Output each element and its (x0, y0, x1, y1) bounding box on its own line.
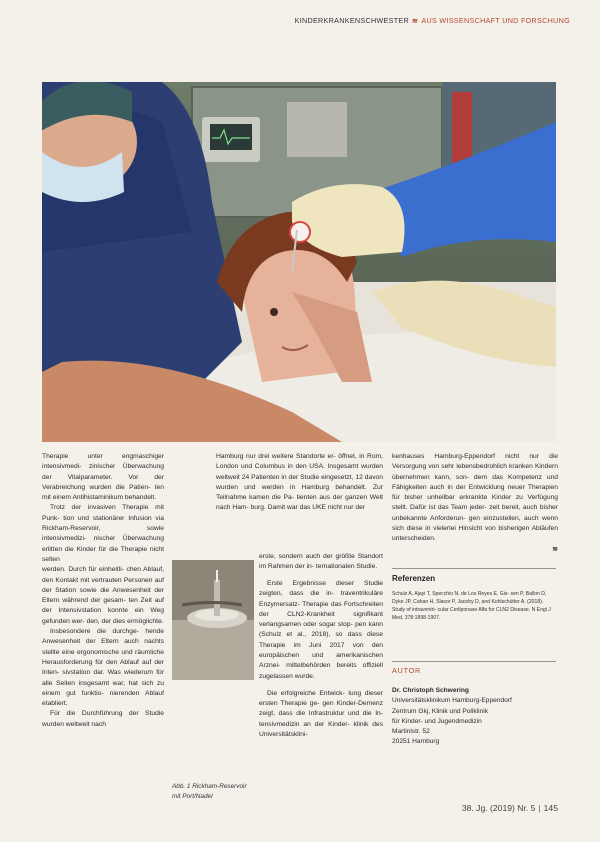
paragraph: Die erfolgreiche Entwick- lung dieser ersten Therapie ge- gen Kinder-Demenz zeigt, dass die Infrastruktur und die In- tensivmedizin an der Kinder- klinik des Universitätsklini- (259, 689, 383, 738)
main-photo (42, 82, 556, 442)
paragraph: Therapie unter engmaschiger intensivmedi- zinischer Überwachung der Vitalparameter. Vor der Verabreichung wurden die Patien- ten mit einem Antihistaminikum behandelt. (42, 453, 164, 502)
paragraph: werden. Durch für einheitli- chen Ablauf, den Kontakt mit vertrauten Personen auf der Station sowie die Anwesenheit der Eltern während der gesam- ten Zeit auf der Intensivstation konnte ein Weg gefunden wer- den, der dies ermöglichte. (42, 566, 164, 625)
divider (392, 661, 556, 662)
paragraph: Hamburg nur drei weitere Standorte er- öffnet, in Rom, London und Columbus in den USA. Insgesamt wurden weltweit 24 Patienten in der Studie eingesetzt, 12 davon wurden und werden in Hamburg behandelt. Zur Teilnahme kamen die Pa- tienten aus der ganzen Welt nach Ham- burg. Damit war das UKE nicht nur der (216, 453, 383, 512)
author-address-line: Zentrum Gkj, Klinik und Poliklinik (392, 707, 489, 715)
footer-separator: | (538, 803, 541, 813)
paragraph: erste, sondern auch der größte Standort im Rahmen der in- ternationalen Studie. (259, 552, 383, 570)
author-address-line: 20251 Hamburg (392, 738, 440, 746)
page-number: 145 (543, 803, 558, 813)
paragraph: Insbesondere die durchge- hende Anwesenheit der Eltern auch nachts stellte eine ergonomische und räumliche Herausforderung für den Ablauf auf der Inten- sivstation dar. Was wiederum für alle Seiten insgesamt war, hat sich zu einem gut funktio- nierenden Ablauf etabliert. (42, 628, 164, 708)
journal-logo-icon: ≋ (412, 16, 419, 25)
text-column-1 (42, 452, 164, 730)
text-column-2 (216, 452, 383, 514)
end-of-article-icon: ≋ (552, 545, 558, 553)
references-heading: Referenzen (392, 574, 436, 583)
paragraph: Trotz der invasiven Therapie mit Punk- tion und stationärer Infusion via Rickham-Reservoir, sowie intensivmedizi- nischer Überwachung erlitten die Kinder für die Therapie nicht selten (42, 504, 164, 563)
references-text: Schulz A, Ajayi T, Specchio N, de Los Reyes E, Gis- sen P, Ballon D, Dyke JP, Cahan H, Slasor P, Jacoby D, and Kohlschütter A. (2018). Study of intraventri- cular Cerliponase Alfa for CLN2 Disease. N Engl J Med. 378:1898-1907. (392, 591, 551, 621)
author-address-line: Martinistr. 52 (392, 728, 430, 736)
running-header (295, 16, 570, 25)
author-heading: AUTOR (392, 666, 422, 675)
volume-info: 38. Jg. (2019) Nr. 5 (461, 803, 536, 813)
paragraph: Erste Ergebnisse dieser Studie zeigten, dass die in- traventrikuläre Enzymersatz- Therapie das Fortschreiten der CLN2-Krankheit signifikant verlangsamen oder sogar stop- pen kann (Schulz et al., 2018), so dass diese Therapie im Juni 2017 von den europäischen und amerikanischen Arznei- mittelbehörden bereits offiziell zugelassen wurde. (259, 579, 383, 680)
section-name: AUS WISSENSCHAFT UND FORSCHUNG (421, 16, 570, 25)
rickham-reservoir-photo (172, 560, 254, 680)
page-footer (462, 803, 558, 813)
journal-name: KINDERKRANKENSCHWESTER (294, 16, 410, 25)
author-address-line: Universitätsklinikum Hamburg-Eppendorf (392, 697, 512, 705)
divider (392, 568, 556, 569)
text-column-3 (392, 452, 558, 555)
paragraph: Für die Durchführung der Studie wurden weltweit nach (42, 710, 164, 728)
author-block (392, 686, 556, 748)
author-address-line: für Kinder- und Jugendmedizin (392, 717, 482, 725)
text-column-2-wrap (259, 545, 383, 747)
paragraph: kenhauses Hamburg-Eppendorf nicht nur die Versorgung von sehr lebensbedrohlich kranken Kindern übernehmen kann, son- dern das Kompetenz und Fähigkeiten auch in der Entwicklung neuer Therapien für bisher unheilbar erkrankte Kinder zu Verfügung stellt. Dafür ist das Team jeder- zeit bereit, auch bisher unbekannte Anforderun- gen einzustellen, auch wenn sich diese in vielerlei Hinsicht von bisherigen Abläufen unterscheiden. (392, 453, 558, 543)
author-name: Dr. Christoph Schwering (392, 687, 469, 694)
figure-caption: Abb. 1 Rickham-Reservoir mit Port/Nadel (172, 783, 247, 800)
